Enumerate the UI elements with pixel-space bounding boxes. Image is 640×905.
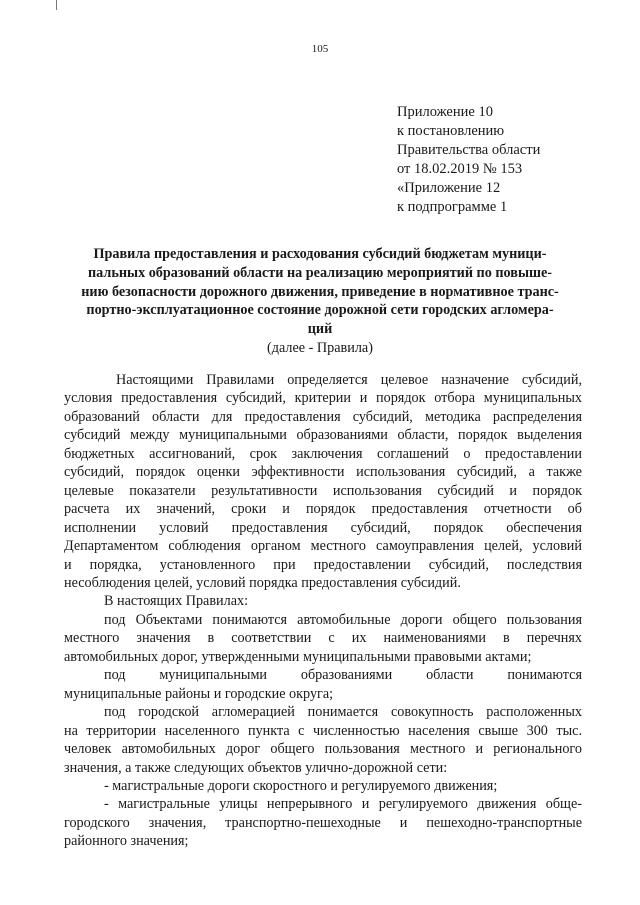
paragraph-municipalities-definition [64, 666, 582, 703]
text-line: Настоящими Правилами определяется целевое назначение субсидий, [116, 372, 582, 388]
text-line: значения, а также следующих объектов улично-дорожной сети: [64, 759, 448, 776]
paragraph-objects-definition [64, 611, 582, 666]
page-number: 105 [311, 43, 329, 55]
appendix-line: Приложение 10 [397, 104, 493, 120]
text-line: автомобильных дорог, утвержденными муниципальными правовыми актами; [64, 648, 532, 665]
document-subtitle: (далее - Правила) [267, 340, 373, 356]
appendix-line: Правительства области [397, 142, 541, 158]
text-line: субсидий между муниципальными образованиями области, порядок выделения [64, 427, 582, 444]
text-line: - магистральные дороги скоростного и регулируемого движения; [104, 777, 498, 794]
text-line: В настоящих Правилах: [104, 593, 249, 610]
title-line: нию безопасности дорожного движения, приведение в нормативное транс- [81, 283, 559, 300]
text-line: муниципальные районы и городские округа; [64, 685, 334, 702]
text-line: несоблюдения целей, условий порядка предоставления субсидий. [64, 574, 461, 591]
document-body [64, 371, 582, 851]
list-item [64, 777, 582, 795]
title-line: пальных образований области на реализацию мероприятий по повыше- [87, 264, 553, 281]
title-line: Правила предоставления и расходования субсидий бюджетам муници- [93, 246, 547, 262]
paragraph-definitions-lead [64, 592, 582, 610]
text-line: целевые показатели результативности использования субсидий и порядок [64, 482, 582, 499]
text-line: субсидий, порядок оценки эффективности использования субсидий, а также [64, 464, 582, 481]
text-line: - магистральные улицы непрерывного и регулируемого движения обще- [104, 796, 582, 813]
scan-edge-mark [56, 0, 57, 10]
appendix-block [397, 103, 540, 217]
text-line: человек автомобильных дорог общего пользования местного и регионального [64, 741, 582, 758]
text-line: под городской агломерацией понимается совокупность расположенных [104, 704, 582, 721]
text-line: Департаментом соблюдения органом местного самоуправления целей, условий [64, 538, 582, 555]
appendix-line: от 18.02.2019 № 153 [397, 161, 523, 177]
title-line: ций [307, 321, 333, 338]
appendix-line: к подпрограмме 1 [397, 199, 508, 215]
text-line: условия предоставления субсидий, критерии и порядок отбора муниципальных [64, 390, 582, 407]
text-line: образований области для предоставления субсидий, методика распределения [64, 408, 582, 425]
text-line: расчета их значений, сроки и порядок предоставления отчетности об [64, 501, 582, 518]
text-line: под муниципальными образованиями области понимаются [104, 667, 582, 684]
title-line: портно-эксплуатационное состояние дорожной сети городских агломера- [86, 302, 554, 319]
paragraph-agglomeration-definition [64, 703, 582, 777]
appendix-line: «Приложение 12 [397, 180, 501, 196]
document-title [64, 245, 576, 339]
text-line: исполнении условий предоставления субсидий, порядок обеспечения [64, 519, 582, 536]
text-line: бюджетных ассигнований, срок заключения соглашений о предоставлении [64, 445, 582, 462]
appendix-line: к постановлению [397, 123, 505, 139]
text-line: городского значения, транспортно-пешеходные и пешеходно-транспортные [64, 814, 582, 831]
paragraph-intro [64, 371, 582, 592]
text-line: местного значения в соответствии с их наименованиями в перечнях [64, 630, 582, 647]
text-line: и порядка, установленного при предоставлении субсидий, последствия [64, 556, 582, 573]
list-item [64, 795, 582, 850]
text-line: на территории населенного пункта с численностью населения свыше 300 тыс. [64, 722, 582, 739]
text-line: под Объектами понимаются автомобильные дороги общего пользования [104, 611, 582, 628]
text-line: районного значения; [64, 833, 189, 850]
